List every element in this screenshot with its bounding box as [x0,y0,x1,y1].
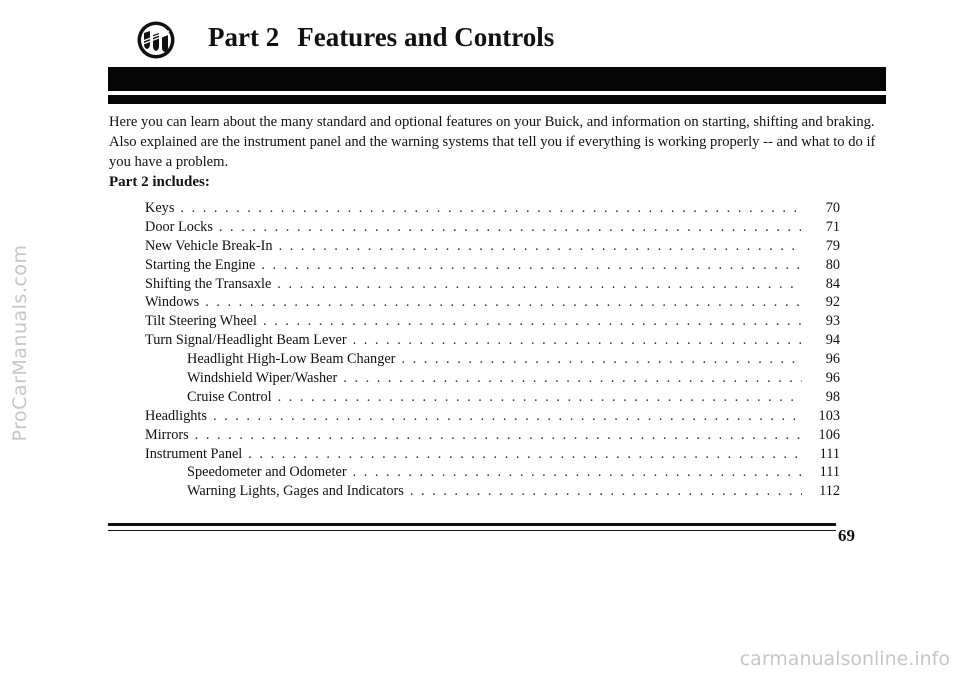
table-of-contents [145,199,840,501]
toc-entry-page: 94 [825,332,840,349]
toc-leader-dots [213,407,802,426]
toc-entry [145,445,840,464]
toc-entry [145,388,840,407]
toc-entry [145,426,840,445]
toc-entry-page: 106 [818,426,840,443]
footer-rule-thin [108,530,836,531]
toc-entry-page: 71 [825,218,840,235]
toc-leader-dots [410,482,802,501]
toc-entry-page: 96 [825,351,840,368]
toc-leader-dots [279,237,802,256]
toc-leader-dots [353,331,802,350]
toc-leader-dots [277,275,802,294]
toc-entry-label: Windows [145,294,200,311]
toc-entry-label: New Vehicle Break-In [145,237,273,254]
toc-entry-label: Keys [145,200,175,216]
section-title: Features and Controls [297,22,555,52]
toc-entry-page: 96 [825,370,840,387]
toc-entry [145,482,840,501]
toc-entry-page: 70 [825,200,840,216]
part-label: Part 2 [208,22,280,52]
header-thick-bar [108,67,886,91]
toc-entry [145,463,840,482]
toc-leader-dots [219,218,802,237]
toc-entry-label: Turn Signal/Headlight Beam Lever [145,332,347,349]
intro-paragraph: Here you can learn about the many standard and optional features on your Buick, and information on starting, shifting and braking. Also explained are the instrument panel and the warning systems that tell you if everything is working properly -- and what to do if you have a problem. [109,114,876,170]
toc-leader-dots [261,256,802,275]
toc-entry [145,331,840,350]
toc-entry-label: Warning Lights, Gages and Indicators [187,483,404,500]
toc-entry-label: Instrument Panel [145,445,243,462]
toc-leader-dots [180,199,802,218]
toc-entry [145,218,840,237]
page-number: 69 [838,526,855,545]
toc-entry [145,350,840,369]
toc-entry-page: 111 [819,464,840,481]
toc-entry-page: 80 [825,256,840,273]
toc-entry [145,256,840,275]
toc-entry [145,293,840,312]
toc-entry [145,237,840,256]
toc-entry-page: 111 [819,445,840,462]
bottom-watermark: carmanualsonline.info [739,648,950,670]
toc-leader-dots [263,312,802,331]
toc-entry-label: Door Locks [145,218,213,235]
toc-entry-label: Headlights [145,407,207,424]
side-watermark-text: ProCarManuals.com [9,244,31,442]
toc-entry-label: Tilt Steering Wheel [145,313,257,330]
footer-rule-thick [108,523,836,526]
toc-entry [145,199,840,218]
toc-entry-page: 112 [819,483,840,500]
toc-leader-dots [248,445,802,464]
toc-entry-label: Starting the Engine [145,256,256,273]
toc-entry [145,312,840,331]
buick-tri-shield-logo-icon [136,20,176,60]
toc-entry-label: Shifting the Transaxle [145,275,272,292]
toc-leader-dots [353,463,802,482]
toc-leader-dots [205,293,802,312]
toc-heading: Part 2 includes: [109,174,210,190]
toc-entry [145,369,840,388]
toc-entry-label: Speedometer and Odometer [187,464,347,481]
toc-entry-label: Mirrors [145,426,189,443]
toc-entry-page: 79 [825,237,840,254]
toc-entry-page: 84 [825,275,840,292]
page-title [208,22,554,53]
toc-entry-page: 98 [825,388,840,405]
toc-leader-dots [401,350,802,369]
header-thin-bar [108,95,886,104]
toc-entry-page: 103 [818,407,840,424]
toc-entry [145,407,840,426]
toc-entry [145,275,840,294]
toc-leader-dots [195,426,802,445]
toc-entry-page: 93 [825,313,840,330]
toc-entry-label: Cruise Control [187,388,272,405]
toc-leader-dots [343,369,802,388]
toc-leader-dots [278,388,802,407]
toc-entry-label: Headlight High-Low Beam Changer [187,351,396,368]
toc-entry-label: Windshield Wiper/Washer [187,370,338,387]
toc-entry-page: 92 [825,294,840,311]
side-watermark [6,108,34,578]
